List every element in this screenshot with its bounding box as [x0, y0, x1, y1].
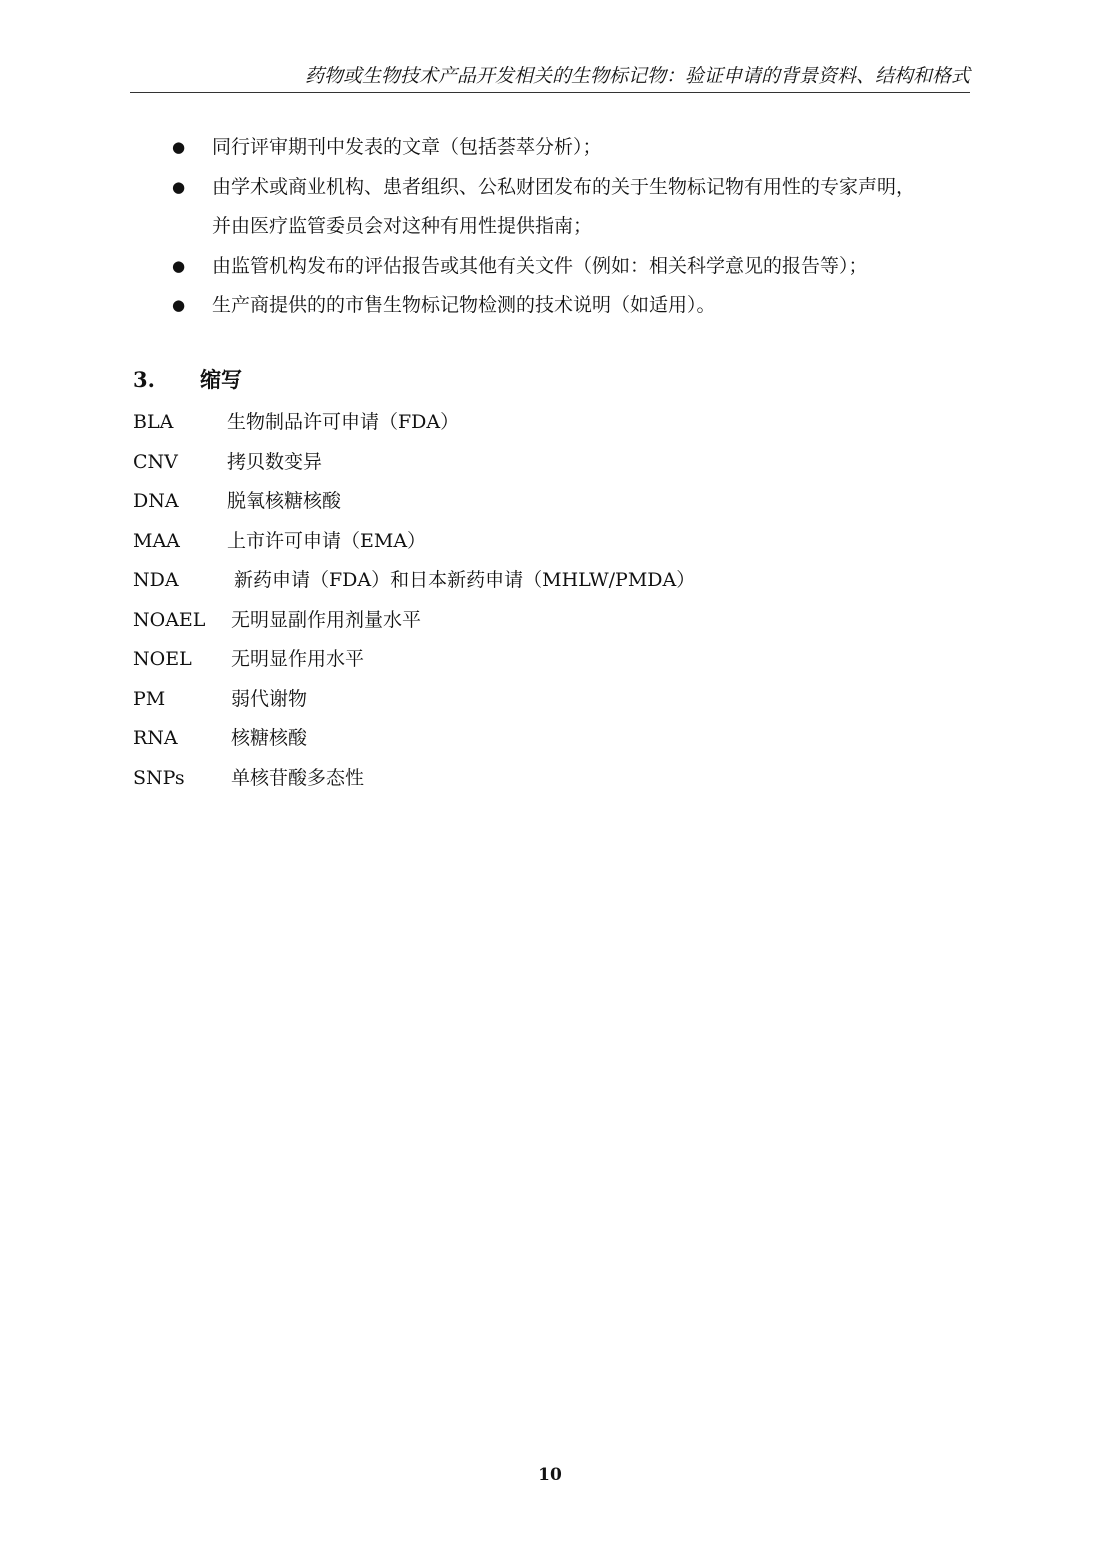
abbreviation-definition: 上市许可申请（EMA） [227, 529, 427, 552]
table-row [133, 561, 933, 601]
abbreviation-term: PM [133, 687, 166, 710]
bullet-icon: ● [172, 256, 186, 275]
bullet-text: 生产商提供的的市售生物标记物检测的技术说明（如适用）。 [212, 294, 716, 316]
page-number: 10 [538, 1465, 562, 1485]
abbreviation-term: NDA [133, 569, 179, 591]
table-row [133, 443, 933, 483]
section-title: 缩写 [200, 367, 242, 392]
table-row [133, 403, 933, 443]
abbreviation-definition: 生物制品许可申请（FDA） [227, 411, 460, 433]
bullet-icon: ● [172, 296, 186, 314]
bullet-icon: ● [172, 177, 186, 196]
abbreviation-term: DNA [133, 490, 179, 512]
abbreviation-term: MAA [133, 529, 180, 552]
abbreviation-definition: 无明显副作用剂量水平 [231, 608, 422, 631]
bullet-text: 同行评审期刊中发表的文章（包括荟萃分析）； [212, 136, 602, 158]
bullet-text: 由学术或商业机构、患者组织、公私财团发布的关于生物标记物有用性的专家声明， [212, 175, 916, 198]
abbreviation-term: CNV [133, 450, 178, 473]
bullet-icon: ● [172, 138, 186, 156]
abbreviation-list [133, 403, 933, 798]
table-row [133, 640, 933, 680]
list-item [0, 128, 972, 168]
list-item [0, 286, 972, 326]
abbreviation-definition: 弱代谢物 [231, 687, 308, 710]
abbreviation-definition: 拷贝数变异 [227, 450, 323, 473]
bullet-text: 由监管机构发布的评估报告或其他有关文件（例如：相关科学意见的报告等）； [212, 254, 868, 277]
table-row [133, 601, 933, 641]
table-row [133, 759, 933, 799]
bullet-list [0, 128, 1100, 326]
abbreviation-term: RNA [133, 727, 178, 749]
running-header: 药物或生物技术产品开发相关的生物标记物：验证申请的背景资料、结构和格式 [304, 65, 970, 87]
section-number: 3. [133, 367, 155, 392]
section-heading [133, 364, 242, 396]
abbreviation-term: SNPs [133, 766, 185, 789]
abbreviation-definition: 脱氧核糖核酸 [227, 490, 342, 512]
abbreviation-term: NOEL [133, 648, 192, 670]
bullet-text: 并由医疗监管委员会对这种有用性提供指南； [212, 215, 593, 237]
table-row [133, 522, 933, 562]
list-item [0, 247, 972, 287]
list-item-continuation [0, 207, 972, 247]
list-item [0, 168, 972, 208]
table-row [133, 482, 933, 522]
header-rule [130, 92, 970, 93]
abbreviation-term: NOAEL [133, 608, 206, 631]
table-row [133, 680, 933, 720]
abbreviation-definition: 新药申请（FDA）和日本新药申请（MHLW/PMDA） [234, 569, 696, 591]
table-row [133, 719, 933, 759]
abbreviation-definition: 无明显作用水平 [231, 648, 365, 670]
abbreviation-term: BLA [133, 411, 174, 433]
abbreviation-definition: 单核苷酸多态性 [231, 766, 365, 789]
abbreviation-definition: 核糖核酸 [231, 727, 308, 749]
